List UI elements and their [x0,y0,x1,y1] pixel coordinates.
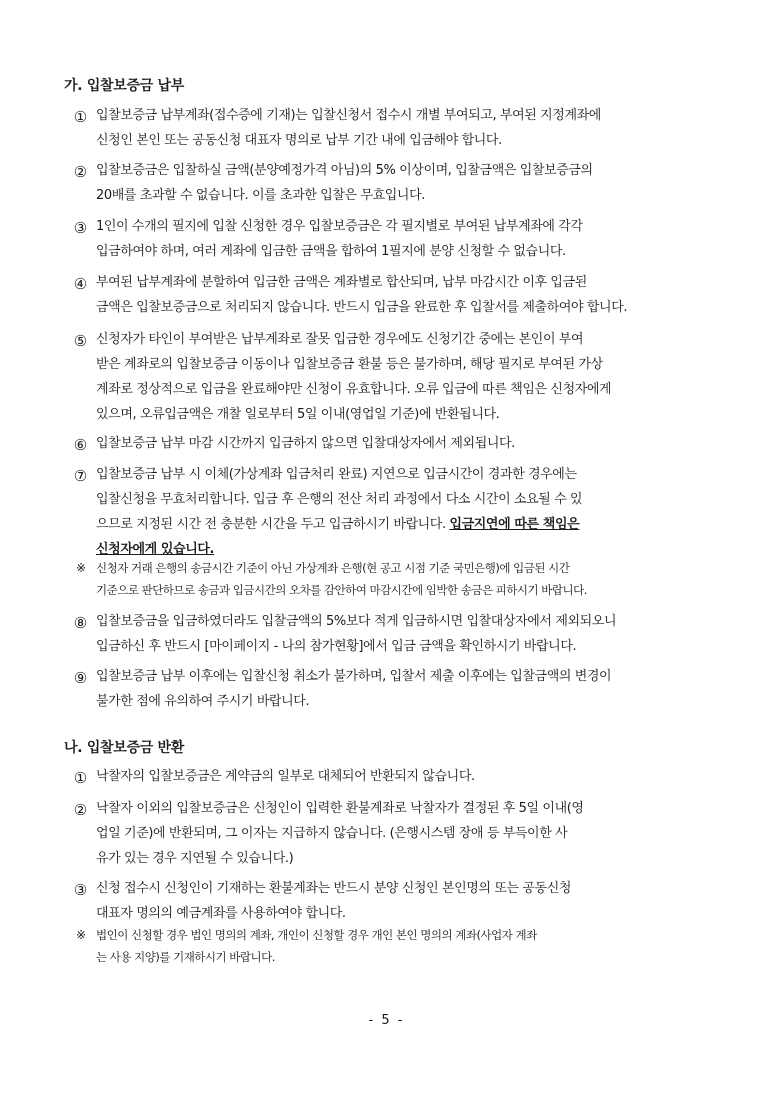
item-text-line: 신청인 본인 또는 공동신청 대표자 명의로 납부 기간 내에 입금해야 합니다. [96,133,502,148]
item-text-line: 낙찰자 이외의 입찰보증금은 신청인이 입력한 환불계좌로 낙찰자가 결정된 후 5일 이내(영 [96,801,584,816]
note-text-line: 신청자 거래 은행의 송금시간 기준이 아닌 가상계좌 은행(현 공고 시점 기준 국민은행)에 입금된 시간 [96,561,570,575]
item-text-line: 입금하여야 하며, 여러 계좌에 입금한 금액을 합하여 1필지에 분양 신청할 수 없습니다. [96,244,566,259]
item-text-line: 받은 계좌로의 입찰보증금 이동이나 입찰보증금 환불 등은 불가하며, 해당 필지로 부여된 가상 [96,357,603,372]
circled-number: ⑦ [73,467,88,485]
note-text-line: 기준으로 판단하므로 송금과 입금시간의 오차를 감안하여 마감시간에 임박한 송금은 피하시기 바랍니다. [96,583,587,597]
circled-number: ③ [73,881,88,899]
circled-number: ④ [73,275,88,293]
item-text-line: 부여된 납부계좌에 분할하여 입금한 금액은 계좌별로 합산되며, 납부 마감시간 이후 입금된 [96,275,587,290]
section-heading-deposit-payment: 가. 입찰보증금 납부 [64,78,184,94]
circled-number: ① [73,108,88,126]
circled-number: ② [73,163,88,181]
item-text-line: 신청자가 타인이 부여받은 납부계좌로 잘못 입금한 경우에도 신청기간 중에는 본인이 부여 [96,332,584,347]
note-text-line: 법인이 신청할 경우 법인 명의의 계좌, 개인이 신청할 경우 개인 본인 명의의 계좌(사업자 계좌 [96,928,537,942]
item-text-line: 20배를 초과할 수 없습니다. 이를 초과한 입찰은 무효입니다. [96,188,425,203]
item-text-line: 입찰보증금 납부 마감 시간까지 입금하지 않으면 입찰대상자에서 제외됩니다. [96,436,515,451]
circled-number: ⑤ [73,332,88,350]
note-text-line: 는 사용 지양)를 기재하시기 바랍니다. [96,950,275,964]
circled-number: ⑥ [73,436,88,454]
emphasis-text: 입금지연에 따른 책임은 [449,517,580,532]
item-text-segment: 으므로 지정된 시간 전 충분한 시간을 두고 입금하시기 바랍니다. [96,517,446,532]
item-text-line: 입찰보증금 납부계좌(접수증에 기재)는 입찰신청서 접수시 개별 부여되고, 부여된 지정계좌에 [96,108,601,123]
item-text-line [96,516,579,534]
item-text-line: 대표자 명의의 예금계좌를 사용하여야 합니다. [96,906,346,921]
item-text-line: 업일 기준)에 반환되며, 그 이자는 지급하지 않습니다. (은행시스템 장애 등 부득이한 사 [96,826,568,841]
reference-mark: ※ [76,561,87,575]
emphasis-text: 신청자에게 있습니다. [96,542,215,557]
circled-number: ⑨ [73,669,88,687]
item-text-line: 입찰보증금 납부 이후에는 입찰신청 취소가 불가하며, 입찰서 제출 이후에는 입찰금액의 변경이 [96,669,612,684]
circled-number: ① [73,769,88,787]
item-text-line: 있으며, 오류입금액은 개찰 일로부터 5일 이내(영업일 기준)에 반환됩니다. [96,407,500,422]
item-text-line: 1인이 수개의 필지에 입찰 신청한 경우 입찰보증금은 각 필지별로 부여된 납부계좌에 각각 [96,219,583,234]
reference-mark: ※ [76,928,87,942]
circled-number: ③ [73,219,88,237]
page-number: - 5 - [368,1013,405,1028]
item-text-line: 낙찰자의 입찰보증금은 계약금의 일부로 대체되어 반환되지 않습니다. [96,769,475,784]
item-text-line: 신청 접수시 신청인이 기재하는 환불계좌는 반드시 분양 신청인 본인명의 또는 공동신청 [96,881,572,896]
item-text-line [96,541,214,559]
item-text-line: 불가한 점에 유의하여 주시기 바랍니다. [96,694,310,709]
item-text-line: 유가 있는 경우 지연될 수 있습니다.) [96,851,294,866]
item-text-line: 계좌로 정상적으로 입금을 완료해야만 신청이 유효합니다. 오류 입금에 따른 책임은 신청자에게 [96,382,612,397]
circled-number: ② [73,801,88,819]
item-text-line: 금액은 입찰보증금으로 처리되지 않습니다. 반드시 입금을 완료한 후 입찰서를 제출하여야 합니다. [96,300,628,315]
section-heading-deposit-refund: 나. 입찰보증금 반환 [64,740,184,756]
item-text-line: 입금하신 후 반드시 [마이페이지 - 나의 참가현황]에서 입금 금액을 확인하시기 바랍니다. [96,639,577,654]
item-text-line: 입찰신청을 무효처리합니다. 입금 후 은행의 전산 처리 과정에서 다소 시간이 소요될 수 있 [96,492,583,507]
circled-number: ⑧ [73,614,88,632]
item-text-line: 입찰보증금은 입찰하실 금액(분양예정가격 아님)의 5% 이상이며, 입찰금액은 입찰보증금의 [96,163,593,178]
item-text-line: 입찰보증금 납부 시 이체(가상계좌 입금처리 완료) 지연으로 입금시간이 경과한 경우에는 [96,467,577,482]
item-text-line: 입찰보증금을 입금하였더라도 입찰금액의 5%보다 적게 입금하시면 입찰대상자에서 제외되오니 [96,614,617,629]
